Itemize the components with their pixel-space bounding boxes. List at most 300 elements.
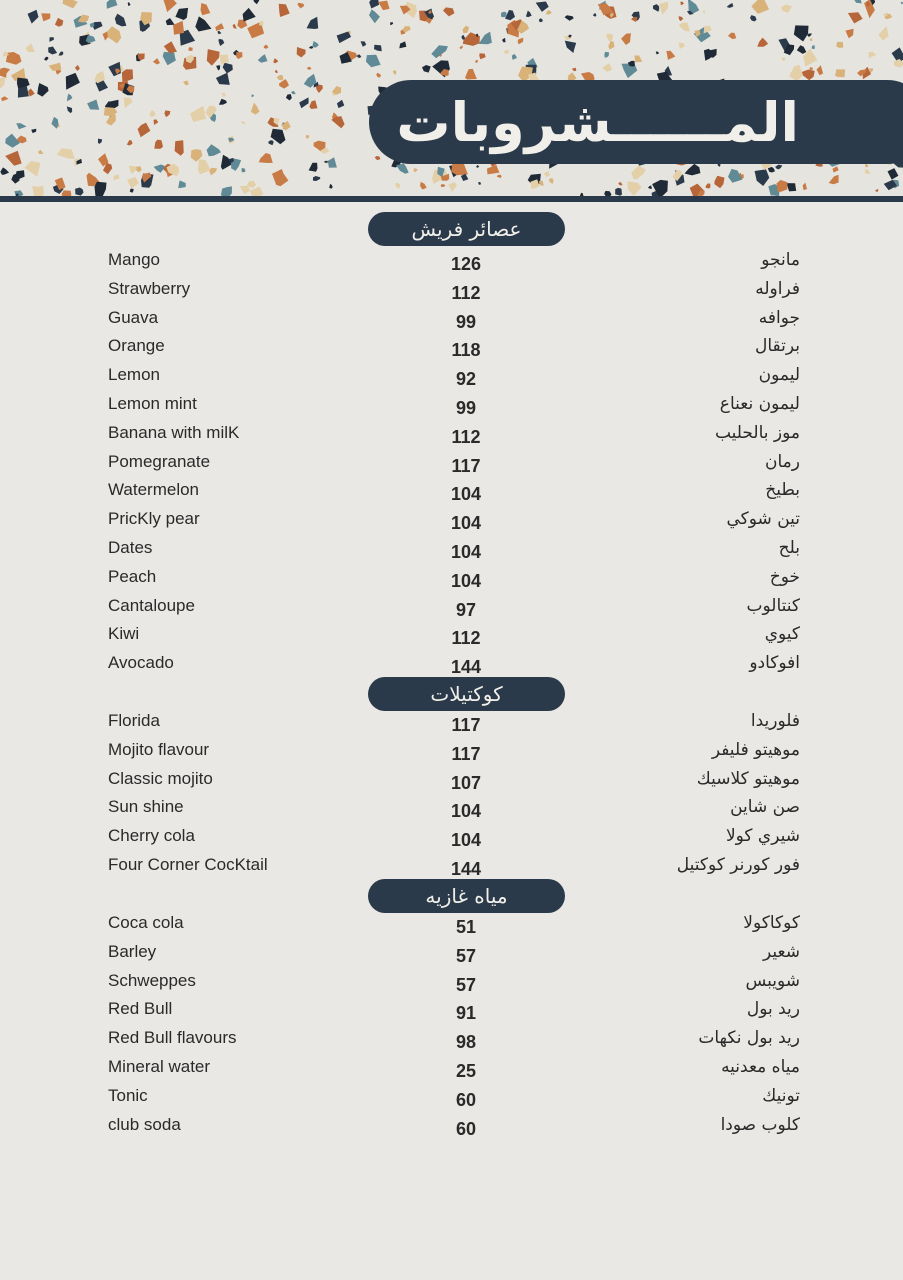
item-name-english: Sun shine bbox=[108, 797, 184, 817]
menu-item bbox=[0, 596, 903, 624]
terrazzo-chip bbox=[393, 70, 396, 75]
menu-item bbox=[0, 1057, 903, 1085]
terrazzo-chip bbox=[87, 100, 99, 110]
terrazzo-chip bbox=[337, 100, 344, 108]
terrazzo-chip bbox=[164, 41, 177, 53]
terrazzo-chip bbox=[57, 148, 75, 159]
item-price: 92 bbox=[455, 369, 477, 390]
menu-item bbox=[0, 365, 903, 393]
terrazzo-chip bbox=[659, 2, 668, 15]
item-name-arabic: فراوله bbox=[755, 278, 800, 299]
terrazzo-chip bbox=[163, 0, 177, 12]
terrazzo-chip bbox=[129, 166, 137, 174]
terrazzo-chip bbox=[66, 73, 80, 90]
terrazzo-chip bbox=[565, 41, 576, 53]
terrazzo-chip bbox=[279, 4, 290, 17]
item-name-arabic: جوافه bbox=[758, 307, 800, 328]
terrazzo-chip bbox=[299, 97, 308, 108]
terrazzo-chip bbox=[130, 189, 134, 193]
item-name-arabic: مانجو bbox=[761, 250, 800, 270]
terrazzo-chip bbox=[28, 10, 39, 24]
terrazzo-chip bbox=[608, 41, 614, 50]
menu-item bbox=[0, 452, 903, 480]
menu-item bbox=[0, 308, 903, 336]
terrazzo-chip bbox=[138, 123, 151, 138]
terrazzo-chip bbox=[236, 52, 242, 59]
terrazzo-chip bbox=[63, 0, 78, 8]
item-price: 91 bbox=[455, 1003, 477, 1024]
terrazzo-chip bbox=[714, 176, 724, 189]
terrazzo-chip bbox=[286, 94, 292, 100]
terrazzo-chip bbox=[207, 49, 220, 66]
terrazzo-chip bbox=[259, 153, 273, 163]
menu-item bbox=[0, 711, 903, 739]
item-price: 51 bbox=[455, 917, 477, 937]
terrazzo-chip bbox=[357, 54, 362, 58]
terrazzo-chip bbox=[845, 29, 853, 39]
terrazzo-chip bbox=[328, 157, 337, 168]
terrazzo-chip bbox=[6, 52, 22, 65]
terrazzo-chip bbox=[728, 169, 742, 183]
terrazzo-chip bbox=[250, 187, 263, 197]
terrazzo-chip bbox=[865, 169, 871, 174]
terrazzo-chip bbox=[751, 0, 769, 14]
item-price: 118 bbox=[451, 340, 481, 361]
terrazzo-chip bbox=[11, 172, 19, 183]
terrazzo-chip bbox=[478, 182, 481, 185]
terrazzo-chip bbox=[794, 25, 809, 41]
terrazzo-chip bbox=[369, 9, 380, 23]
menu-item bbox=[0, 480, 903, 508]
terrazzo-chip bbox=[281, 121, 291, 131]
menu-item bbox=[0, 1086, 903, 1114]
terrazzo-chip bbox=[366, 55, 381, 67]
menu-item bbox=[0, 279, 903, 307]
item-price: 99 bbox=[455, 398, 477, 418]
item-name-arabic: موهيتو فليفر bbox=[711, 739, 800, 760]
terrazzo-chip bbox=[183, 81, 189, 86]
terrazzo-chip bbox=[479, 53, 485, 59]
terrazzo-chip bbox=[48, 47, 57, 55]
terrazzo-chip bbox=[38, 150, 44, 154]
terrazzo-chip bbox=[369, 0, 379, 9]
terrazzo-chip bbox=[59, 52, 64, 56]
item-name-english: Guava bbox=[108, 307, 159, 327]
terrazzo-chip bbox=[666, 51, 675, 60]
terrazzo-chip bbox=[497, 175, 502, 178]
terrazzo-chip bbox=[32, 186, 44, 196]
terrazzo-chip bbox=[572, 68, 577, 72]
item-name-english: Banana with milK bbox=[108, 422, 240, 442]
terrazzo-chip bbox=[115, 14, 127, 27]
terrazzo-chip bbox=[128, 2, 131, 6]
item-price: 112 bbox=[451, 426, 481, 447]
item-name-arabic: بلح bbox=[778, 538, 800, 558]
item-name-arabic: موز بالحليب bbox=[714, 422, 800, 443]
item-name-arabic: كيوي bbox=[764, 624, 800, 645]
terrazzo-chip bbox=[237, 20, 247, 29]
item-name-english: Strawberry bbox=[108, 278, 191, 298]
terrazzo-chip bbox=[75, 188, 83, 196]
terrazzo-chip bbox=[95, 182, 107, 196]
item-name-english: Florida bbox=[108, 711, 160, 730]
section-header: كوكتيلات bbox=[368, 677, 565, 711]
terrazzo-chip bbox=[16, 123, 26, 129]
item-name-english: Tonic bbox=[108, 1085, 148, 1105]
terrazzo-chip bbox=[390, 22, 393, 25]
terrazzo-chip bbox=[869, 52, 877, 59]
terrazzo-chip bbox=[378, 1, 389, 11]
terrazzo-chip bbox=[233, 24, 237, 29]
terrazzo-chip bbox=[546, 10, 552, 14]
terrazzo-chip bbox=[175, 140, 184, 156]
terrazzo-chip bbox=[5, 151, 22, 166]
item-name-english: Mineral water bbox=[108, 1057, 211, 1076]
terrazzo-chip bbox=[618, 182, 622, 185]
item-price: 112 bbox=[451, 628, 481, 649]
terrazzo-chip bbox=[817, 65, 824, 75]
terrazzo-chip bbox=[198, 159, 211, 174]
item-price: 104 bbox=[450, 542, 482, 562]
terrazzo-chip bbox=[219, 55, 229, 65]
terrazzo-chip bbox=[166, 18, 175, 25]
terrazzo-chip bbox=[604, 52, 609, 58]
terrazzo-chip bbox=[259, 20, 264, 25]
terrazzo-chip bbox=[195, 16, 211, 31]
item-name-english: Lemon mint bbox=[108, 394, 197, 413]
item-name-english: Four Corner CocKtail bbox=[108, 855, 268, 874]
terrazzo-chip bbox=[631, 165, 646, 179]
terrazzo-chip bbox=[750, 15, 757, 21]
terrazzo-chip bbox=[768, 167, 775, 173]
menu-item bbox=[0, 1028, 903, 1056]
terrazzo-chip bbox=[154, 119, 159, 125]
terrazzo-chip bbox=[631, 17, 637, 22]
item-name-english: Barley bbox=[108, 941, 157, 961]
item-name-english: Coca cola bbox=[108, 913, 184, 932]
terrazzo-chip bbox=[706, 183, 711, 188]
terrazzo-chip bbox=[312, 41, 319, 48]
terrazzo-chip bbox=[75, 65, 80, 71]
terrazzo-chip bbox=[781, 57, 785, 61]
item-name-english: Kiwi bbox=[108, 624, 140, 644]
terrazzo-chip bbox=[602, 63, 612, 72]
terrazzo-chip bbox=[518, 38, 524, 45]
terrazzo-chip bbox=[787, 183, 797, 191]
item-name-arabic: كنتالوب bbox=[746, 595, 800, 616]
menu-item bbox=[0, 999, 903, 1027]
terrazzo-chip bbox=[420, 182, 427, 190]
menu-item bbox=[0, 538, 903, 566]
terrazzo-chip bbox=[163, 52, 176, 65]
terrazzo-chip bbox=[313, 176, 320, 181]
section-header: مياه غازيه bbox=[368, 879, 565, 913]
terrazzo-chip bbox=[0, 167, 9, 174]
menu-item bbox=[0, 826, 903, 854]
terrazzo-chip bbox=[648, 185, 652, 189]
terrazzo-chip bbox=[475, 60, 478, 63]
item-name-arabic: بطيخ bbox=[765, 480, 800, 501]
terrazzo-chip bbox=[441, 184, 446, 187]
terrazzo-chip bbox=[536, 2, 549, 12]
terrazzo-chip bbox=[307, 67, 311, 70]
terrazzo-chip bbox=[309, 100, 317, 109]
item-name-english: Avocado bbox=[108, 653, 174, 673]
menu-item bbox=[0, 509, 903, 537]
item-name-english: Cantaloupe bbox=[108, 595, 195, 615]
page-title: المــــــشروبات bbox=[396, 90, 799, 154]
item-name-english: Peach bbox=[108, 566, 157, 586]
terrazzo-chip bbox=[31, 129, 36, 133]
terrazzo-chip bbox=[122, 69, 133, 82]
terrazzo-chip bbox=[501, 12, 507, 18]
terrazzo-chip bbox=[487, 165, 500, 175]
menu-item bbox=[0, 250, 903, 278]
menu-item bbox=[0, 913, 903, 941]
terrazzo-chip bbox=[275, 70, 278, 73]
item-name-arabic: ليمون نعناع bbox=[719, 394, 800, 414]
page-title-pill bbox=[369, 80, 903, 164]
item-price: 104 bbox=[450, 484, 482, 505]
terrazzo-chip bbox=[679, 23, 690, 32]
terrazzo-chip bbox=[396, 164, 409, 174]
terrazzo-chip bbox=[606, 34, 614, 42]
terrazzo-chip bbox=[291, 91, 296, 94]
section-header: عصائر فريش bbox=[368, 212, 565, 246]
menu-item bbox=[0, 336, 903, 364]
item-name-arabic: كلوب صودا bbox=[720, 1114, 800, 1135]
item-price: 104 bbox=[450, 830, 482, 851]
terrazzo-chip bbox=[789, 65, 803, 81]
banner-divider bbox=[0, 196, 903, 202]
terrazzo-chip bbox=[251, 95, 254, 98]
terrazzo-chip bbox=[539, 181, 544, 186]
item-name-english: Watermelon bbox=[108, 480, 200, 500]
terrazzo-chip bbox=[544, 171, 550, 177]
terrazzo-chip bbox=[810, 38, 813, 41]
terrazzo-chip bbox=[836, 42, 843, 48]
terrazzo-chip bbox=[878, 26, 888, 40]
item-name-english: Orange bbox=[108, 336, 165, 356]
terrazzo-chip bbox=[443, 7, 455, 16]
item-price: 99 bbox=[455, 311, 477, 332]
item-price: 104 bbox=[450, 513, 482, 534]
terrazzo-chip bbox=[812, 45, 815, 49]
item-name-english: Dates bbox=[108, 538, 153, 557]
item-name-arabic: برتقال bbox=[755, 336, 800, 357]
item-name-arabic: رمان bbox=[765, 451, 800, 472]
terrazzo-chip bbox=[703, 10, 705, 14]
item-name-arabic: مياه معدنيه bbox=[721, 1057, 800, 1077]
terrazzo-chip bbox=[634, 55, 642, 62]
item-name-arabic: فور كورنر كوكتيل bbox=[676, 855, 800, 875]
item-price: 57 bbox=[455, 974, 477, 995]
terrazzo-chip bbox=[479, 32, 492, 45]
terrazzo-chip bbox=[149, 110, 156, 117]
terrazzo-chip bbox=[757, 38, 768, 47]
terrazzo-chip bbox=[114, 175, 120, 181]
menu-item bbox=[0, 624, 903, 652]
terrazzo-chip bbox=[175, 8, 188, 20]
item-price: 117 bbox=[451, 715, 481, 735]
terrazzo-chip bbox=[549, 178, 554, 184]
terrazzo-chip bbox=[503, 50, 509, 55]
terrazzo-chip bbox=[775, 165, 782, 170]
terrazzo-chip bbox=[188, 47, 192, 51]
terrazzo-chip bbox=[209, 168, 217, 175]
terrazzo-chip bbox=[329, 184, 333, 189]
item-price: 60 bbox=[455, 1118, 477, 1139]
item-name-arabic: موهيتو كلاسيك bbox=[696, 768, 800, 789]
terrazzo-chip bbox=[461, 35, 465, 40]
terrazzo-chip bbox=[297, 47, 306, 58]
item-name-arabic: فلوريدا bbox=[750, 711, 800, 731]
terrazzo-chip bbox=[309, 163, 318, 172]
item-price: 60 bbox=[455, 1089, 477, 1110]
terrazzo-chip bbox=[565, 15, 574, 20]
terrazzo-chip bbox=[465, 69, 477, 80]
terrazzo-chip bbox=[460, 45, 463, 49]
terrazzo-chip bbox=[854, 0, 862, 3]
terrazzo-chip bbox=[241, 168, 245, 173]
terrazzo-chip bbox=[307, 17, 319, 29]
menu-item bbox=[0, 394, 903, 422]
terrazzo-chip bbox=[848, 12, 863, 23]
menu-item bbox=[0, 1115, 903, 1143]
terrazzo-chip bbox=[49, 37, 54, 42]
terrazzo-chip bbox=[218, 39, 224, 46]
item-name-english: Schweppes bbox=[108, 970, 196, 990]
menu-item bbox=[0, 769, 903, 797]
terrazzo-chip bbox=[190, 106, 206, 122]
terrazzo-chip bbox=[107, 0, 118, 9]
terrazzo-chip bbox=[153, 58, 160, 64]
terrazzo-chip bbox=[67, 94, 73, 102]
menu-item bbox=[0, 423, 903, 451]
item-price: 98 bbox=[455, 1032, 477, 1053]
item-name-english: Mango bbox=[108, 250, 160, 269]
terrazzo-chip bbox=[24, 161, 40, 177]
item-name-english: club soda bbox=[108, 1114, 181, 1134]
terrazzo-chip bbox=[361, 41, 367, 46]
item-name-english: Red Bull bbox=[108, 999, 173, 1019]
item-price: 57 bbox=[455, 945, 477, 966]
terrazzo-chip bbox=[628, 181, 642, 195]
terrazzo-chip bbox=[539, 18, 543, 22]
terrazzo-chip bbox=[781, 5, 792, 13]
terrazzo-chip bbox=[217, 31, 221, 35]
terrazzo-chip bbox=[679, 16, 684, 21]
terrazzo-chip bbox=[306, 135, 309, 139]
terrazzo-chip bbox=[875, 189, 878, 192]
terrazzo-chip bbox=[413, 168, 417, 172]
terrazzo-chip bbox=[451, 162, 468, 175]
item-price: 97 bbox=[455, 599, 477, 620]
terrazzo-chip bbox=[376, 73, 381, 78]
item-price: 144 bbox=[450, 657, 482, 678]
terrazzo-chip bbox=[810, 67, 814, 70]
terrazzo-chip bbox=[268, 140, 273, 145]
terrazzo-chip bbox=[593, 13, 596, 17]
item-price: 117 bbox=[451, 743, 481, 764]
terrazzo-chip bbox=[835, 69, 845, 77]
terrazzo-chip bbox=[337, 32, 352, 44]
menu-item bbox=[0, 740, 903, 768]
terrazzo-chip bbox=[221, 155, 232, 170]
terrazzo-chip bbox=[656, 52, 660, 55]
item-price: 144 bbox=[450, 859, 482, 879]
item-name-arabic: ريد بول نكهات bbox=[698, 1028, 800, 1049]
terrazzo-chip bbox=[243, 8, 256, 22]
terrazzo-chip bbox=[422, 65, 431, 73]
terrazzo-chip bbox=[251, 103, 260, 115]
terrazzo-chip bbox=[1, 96, 9, 101]
terrazzo-chip bbox=[621, 33, 631, 45]
item-name-english: Cherry cola bbox=[108, 826, 195, 846]
terrazzo-chip bbox=[201, 3, 211, 15]
terrazzo-chip bbox=[399, 41, 406, 48]
terrazzo-chip bbox=[512, 54, 517, 60]
terrazzo-chip bbox=[216, 65, 220, 70]
terrazzo-chip bbox=[797, 45, 807, 54]
terrazzo-chip bbox=[124, 98, 133, 109]
terrazzo-chip bbox=[240, 186, 250, 194]
terrazzo-chip bbox=[0, 68, 10, 78]
terrazzo-chip bbox=[776, 180, 787, 192]
menu-item bbox=[0, 567, 903, 595]
item-name-arabic: ليمون bbox=[758, 365, 800, 386]
terrazzo-chip bbox=[888, 168, 899, 180]
terrazzo-chip bbox=[803, 183, 807, 191]
item-name-english: Lemon bbox=[108, 365, 160, 385]
terrazzo-chip bbox=[679, 43, 685, 50]
terrazzo-chip bbox=[728, 33, 736, 40]
terrazzo-chip bbox=[0, 77, 5, 89]
item-name-arabic: ريد بول bbox=[746, 999, 800, 1020]
terrazzo-chip bbox=[51, 117, 58, 129]
terrazzo-chip bbox=[173, 21, 184, 35]
terrazzo-chip bbox=[55, 18, 63, 27]
terrazzo-chip bbox=[178, 180, 186, 188]
terrazzo-chip bbox=[37, 83, 48, 97]
terrazzo-chip bbox=[49, 63, 62, 72]
terrazzo-chip bbox=[273, 58, 278, 63]
menu-item bbox=[0, 797, 903, 825]
terrazzo-chip bbox=[502, 38, 505, 42]
terrazzo-chip bbox=[431, 45, 448, 58]
item-name-arabic: صن شاين bbox=[730, 797, 800, 818]
item-name-arabic: خوخ bbox=[769, 566, 800, 587]
terrazzo-chip bbox=[680, 2, 684, 6]
terrazzo-chip bbox=[108, 62, 121, 76]
terrazzo-chip bbox=[107, 26, 121, 43]
terrazzo-chip bbox=[67, 106, 72, 113]
terrazzo-chip bbox=[219, 99, 227, 105]
terrazzo-chip bbox=[833, 166, 839, 172]
terrazzo-chip bbox=[223, 63, 233, 74]
terrazzo-chip bbox=[685, 164, 701, 176]
terrazzo-chip bbox=[277, 75, 284, 81]
terrazzo-chip bbox=[264, 45, 269, 49]
menu-item bbox=[0, 971, 903, 999]
terrazzo-chip bbox=[221, 186, 232, 196]
terrazzo-chip bbox=[127, 140, 133, 145]
item-name-english: Mojito flavour bbox=[108, 739, 210, 759]
terrazzo-chip bbox=[653, 4, 659, 12]
item-name-arabic: افوكادو bbox=[749, 653, 800, 674]
terrazzo-chip bbox=[279, 79, 289, 89]
terrazzo-chip bbox=[98, 139, 102, 144]
